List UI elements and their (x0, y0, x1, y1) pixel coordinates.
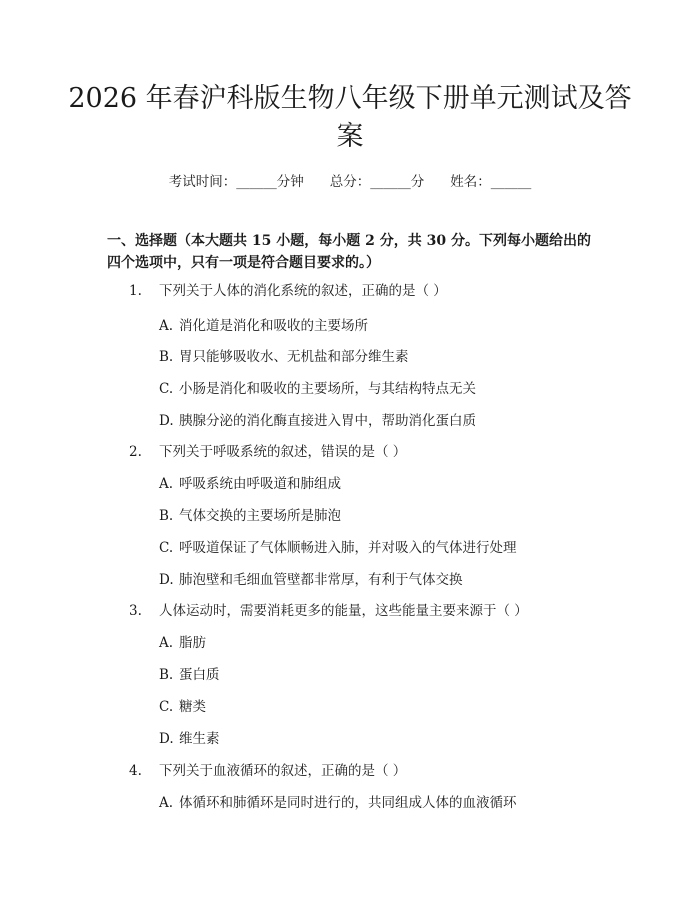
section-header-multiple-choice: 一、选择题（本大题共 15 小题，每小题 2 分，共 30 分。下列每小题给出的四个选项中，只有一项是符合题目要求的。） (107, 233, 591, 271)
option-text: 呼吸系统由呼吸道和肺组成 (179, 476, 341, 492)
student-name-field: 姓名：______ (450, 174, 532, 190)
total-score-field: 总分：______分 (329, 174, 425, 190)
option-text: 消化道是消化和吸收的主要场所 (179, 318, 368, 334)
option-text: 蛋白质 (179, 667, 220, 683)
question-text: 下列关于呼吸系统的叙述，错误的是（ ） (159, 444, 407, 460)
option-text: 胃只能够吸收水、无机盐和部分维生素 (179, 349, 409, 365)
option-letter: C. (159, 699, 174, 715)
option-text: 小肠是消化和吸收的主要场所，与其结构特点无关 (179, 381, 476, 397)
option-letter: A. (159, 318, 174, 334)
question-text: 下列关于血液循环的叙述，正确的是（ ） (159, 763, 407, 779)
question-text: 下列关于人体的消化系统的叙述，正确的是（ ） (159, 283, 447, 299)
option-text: 胰腺分泌的消化酶直接进入胃中，帮助消化蛋白质 (179, 413, 476, 429)
question-number: 2. (129, 444, 142, 460)
question-number: 3. (129, 603, 142, 619)
exam-info-line (0, 170, 700, 190)
question-number: 4. (129, 763, 142, 779)
option-letter: B. (159, 508, 174, 524)
option-letter: A. (159, 635, 174, 651)
option-text: 呼吸道保证了气体顺畅进入肺，并对吸入的气体进行处理 (179, 540, 517, 556)
exam-time-field: 考试时间：______分钟 (168, 174, 304, 190)
option-letter: B. (159, 667, 174, 683)
option-text: 脂肪 (179, 635, 206, 651)
option-letter: A. (159, 795, 174, 811)
question-text: 人体运动时，需要消耗更多的能量，这些能量主要来源于（ ） (159, 603, 528, 619)
option-text: 体循环和肺循环是同时进行的，共同组成人体的血液循环 (179, 795, 517, 811)
document-title: 2026 年春沪科版生物八年级下册单元测试及答案 (68, 83, 632, 152)
option-text: 维生素 (179, 731, 220, 747)
option-letter: C. (159, 381, 174, 397)
option-letter: D. (159, 731, 174, 747)
question-number: 1. (129, 283, 142, 299)
option-letter: B. (159, 349, 174, 365)
option-text: 气体交换的主要场所是肺泡 (179, 508, 341, 524)
option-letter: C. (159, 540, 174, 556)
option-letter: D. (159, 572, 174, 588)
option-letter: A. (159, 476, 174, 492)
option-text: 肺泡壁和毛细血管壁都非常厚，有利于气体交换 (179, 572, 463, 588)
option-letter: D. (159, 413, 174, 429)
option-text: 糖类 (179, 699, 206, 715)
